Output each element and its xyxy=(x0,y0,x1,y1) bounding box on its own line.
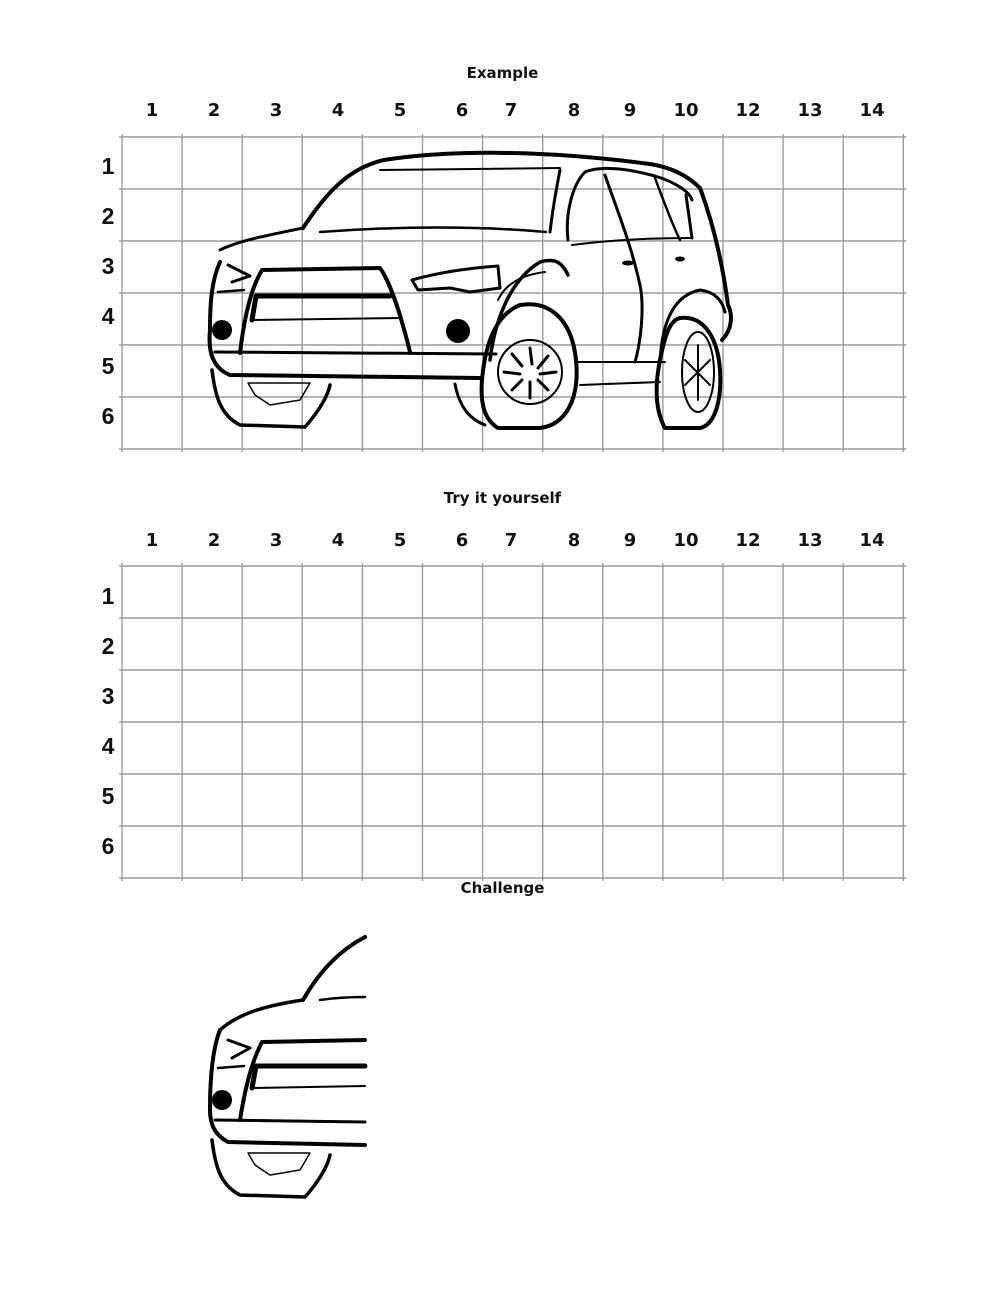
row-label: 6 xyxy=(101,403,115,429)
row-label: 1 xyxy=(101,153,115,179)
row-label: 4 xyxy=(101,303,115,329)
half-suv-car-icon xyxy=(210,937,365,1197)
column-label: 10 xyxy=(673,530,699,551)
column-label: 7 xyxy=(504,100,518,121)
try-it-yourself-title: Try it yourself xyxy=(443,489,562,507)
column-label: 3 xyxy=(269,530,283,551)
column-label: 2 xyxy=(207,530,221,551)
suv-car-icon xyxy=(210,153,731,428)
column-label: 12 xyxy=(735,100,761,121)
column-label: 6 xyxy=(455,100,469,121)
example-title: Example xyxy=(466,64,539,82)
column-label: 10 xyxy=(673,100,699,121)
column-label: 3 xyxy=(269,100,283,121)
column-label: 1 xyxy=(145,100,159,121)
row-label: 3 xyxy=(101,683,115,709)
column-label: 9 xyxy=(623,530,637,551)
row-label: 5 xyxy=(101,783,115,809)
row-label: 2 xyxy=(101,633,115,659)
column-label: 5 xyxy=(393,100,407,121)
row-label: 2 xyxy=(101,203,115,229)
row-label: 4 xyxy=(101,733,115,759)
row-label: 5 xyxy=(101,353,115,379)
column-label: 12 xyxy=(735,530,761,551)
column-label: 14 xyxy=(859,100,885,121)
row-label: 1 xyxy=(101,583,115,609)
challenge-title: Challenge xyxy=(460,879,545,897)
column-label: 9 xyxy=(623,100,637,121)
column-label: 13 xyxy=(797,100,823,121)
column-label: 5 xyxy=(393,530,407,551)
column-label: 4 xyxy=(331,100,345,121)
column-label: 6 xyxy=(455,530,469,551)
column-label: 14 xyxy=(859,530,885,551)
row-label: 6 xyxy=(101,833,115,859)
column-label: 4 xyxy=(331,530,345,551)
column-label: 7 xyxy=(504,530,518,551)
column-label: 2 xyxy=(207,100,221,121)
column-label: 1 xyxy=(145,530,159,551)
row-label: 3 xyxy=(101,253,115,279)
column-label: 8 xyxy=(567,100,581,121)
column-label: 8 xyxy=(567,530,581,551)
column-label: 13 xyxy=(797,530,823,551)
try-it-yourself-grid xyxy=(119,563,906,881)
